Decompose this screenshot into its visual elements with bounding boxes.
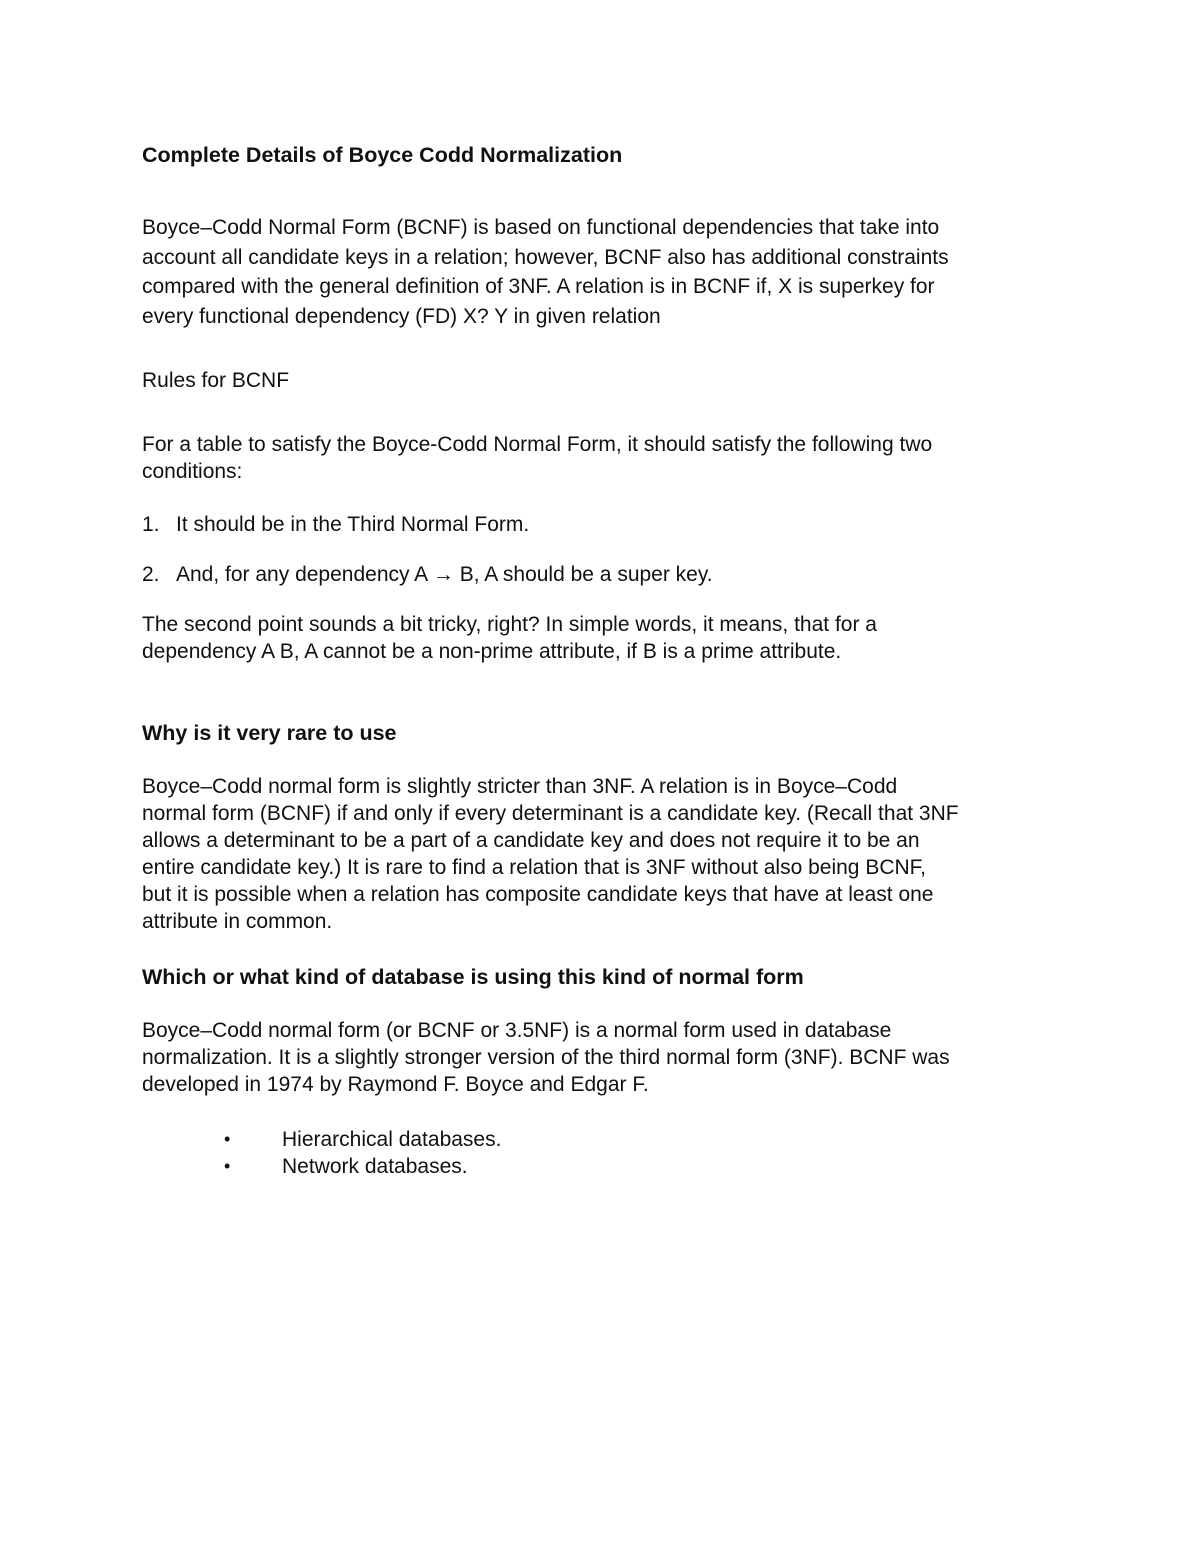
list-item-text: It should be in the Third Normal Form.	[176, 513, 530, 536]
text-line: compared with the general definition of 3NF. A relation is in BCNF if, X is superkey for	[142, 275, 935, 299]
text-line: every functional dependency (FD) X? Y in given relation	[142, 304, 661, 328]
text-line: attribute in common.	[142, 910, 333, 933]
text-line: entire candidate key.) It is rare to find a relation that is 3NF without also being BCNF,	[142, 856, 926, 879]
text-line: but it is possible when a relation has composite candidate keys that have at least one	[142, 883, 934, 906]
section-heading-rare: Why is it very rare to use	[142, 721, 397, 745]
text-line: Boyce–Codd normal form is slightly stricter than 3NF. A relation is in Boyce–Codd	[142, 775, 898, 798]
list-number: 1.	[142, 513, 160, 536]
intro-paragraph	[142, 213, 1062, 331]
conditions-intro	[142, 431, 1062, 485]
document-title: Complete Details of Boyce Codd Normalization	[142, 143, 623, 167]
rare-paragraph	[142, 773, 1062, 935]
text-line: Boyce–Codd Normal Form (BCNF) is based on functional dependencies that take into	[142, 216, 940, 239]
text-line: The second point sounds a bit tricky, right? In simple words, it means, that for a	[142, 613, 877, 636]
bullet-icon: •	[224, 1156, 231, 1176]
text-line: dependency A B, A cannot be a non-prime attribute, if B is a prime attribute.	[142, 640, 842, 663]
text-line: allows a determinant to be a part of a candidate key and does not require it to be an	[142, 829, 920, 852]
text-line: conditions:	[142, 460, 243, 483]
section-heading-database: Which or what kind of database is using this kind of normal form	[142, 965, 804, 989]
bullet-item-text: Hierarchical databases.	[282, 1128, 502, 1151]
database-paragraph	[142, 1017, 1062, 1098]
bullet-item	[0, 1126, 1200, 1153]
bullet-icon: •	[224, 1129, 231, 1149]
text-line: Boyce–Codd normal form (or BCNF or 3.5NF) is a normal form used in database	[142, 1019, 892, 1042]
second-point-paragraph	[142, 611, 1062, 665]
bullet-item	[0, 1153, 1200, 1180]
text-line: normal form (BCNF) if and only if every determinant is a candidate key. (Recall that 3NF	[142, 802, 959, 825]
list-item	[0, 561, 1200, 588]
text-line: For a table to satisfy the Boyce-Codd Normal Form, it should satisfy the following two	[142, 433, 933, 456]
rules-label: Rules for BCNF	[142, 369, 290, 392]
list-number: 2.	[142, 563, 160, 586]
list-item	[0, 511, 1200, 538]
text-line: account all candidate keys in a relation; however, BCNF also has additional constraints	[142, 245, 949, 269]
list-item-text: And, for any dependency A → B, A should be a super key.	[176, 563, 713, 586]
text-line: developed in 1974 by Raymond F. Boyce and Edgar F.	[142, 1073, 649, 1096]
bullet-item-text: Network databases.	[282, 1155, 468, 1178]
text-line: normalization. It is a slightly stronger version of the third normal form (3NF). BCNF was	[142, 1046, 950, 1069]
